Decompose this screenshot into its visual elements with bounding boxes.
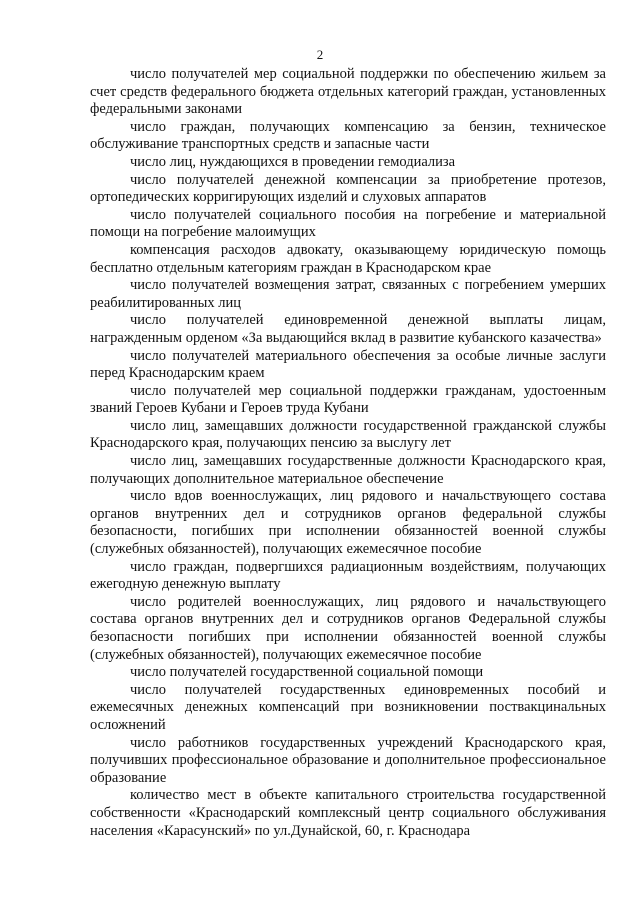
paragraph: число получателей мер социальной поддержки гражданам, удостоенным званий Героев Кубани и Героев труда Кубани (90, 382, 606, 417)
page-number: 2 (316, 47, 324, 62)
document-body (90, 66, 606, 840)
paragraph: число получателей денежной компенсации за приобретение протезов, ортопедических корригирующих изделий и слуховых аппаратов (90, 171, 606, 206)
paragraph: число лиц, нуждающихся в проведении гемодиализа (130, 153, 456, 170)
paragraph: компенсация расходов адвокату, оказывающему юридическую помощь бесплатно отдельным категориям граждан в Краснодарском крае (90, 241, 606, 276)
paragraph: число получателей мер социальной поддержки по обеспечению жильем за счет средств федерального бюджета отдельных категорий граждан, установленных федеральными законами (90, 66, 606, 118)
paragraph: число получателей государственной социальной помощи (130, 664, 484, 681)
paragraph: число лиц, замещавших должности государственной гражданской службы Краснодарского края, получающих пенсию за выслугу лет (90, 417, 606, 452)
paragraph: число получателей материального обеспечения за особые личные заслуги перед Краснодарским краем (90, 347, 606, 382)
paragraph: число лиц, замещавших государственные должности Краснодарского края, получающих дополнительное материальное обеспечение (90, 453, 606, 487)
paragraph: число получателей социального пособия на погребение и материальной помощи на погребение малоимущих (90, 206, 606, 241)
paragraph: число граждан, получающих компенсацию за бензин, техническое обслуживание транспортных средств и запасные части (90, 118, 606, 153)
paragraph: число получателей возмещения затрат, связанных с погребением умерших реабилитированных лиц (90, 277, 606, 311)
paragraph: количество мест в объекте капитального строительства государственной собственности «Краснодарский комплексный центр социального обслуживания населения «Карасунский» по ул.Дунайской, 60, г. Краснодара (90, 787, 606, 839)
paragraph: число граждан, подвергшихся радиационным воздействиям, получающих ежегодную денежную выплату (90, 558, 606, 593)
paragraph: число получателей государственных единовременных пособий и ежемесячных денежных компенсаций при возникновении поствакцинальных осложнений (90, 681, 606, 733)
paragraph: число вдов военнослужащих, лиц рядового и начальствующего состава органов внутренних дел и сотрудников органов федеральной службы безопасности, погибших при исполнении обязанностей военной службы (служебных обязанностей), получающих ежемесячное пособие (90, 488, 606, 558)
paragraph: число работников государственных учреждений Краснодарского края, получивших профессиональное образование и дополнительное профессиональное образование (90, 734, 606, 786)
paragraph: число родителей военнослужащих, лиц рядового и начальствующего состава органов внутренних дел и сотрудников органов Федеральной службы безопасности погибших при исполнении обязанностей военной службы (служебных обязанностей), получающих ежемесячное пособие (90, 593, 606, 663)
paragraph: число получателей единовременной денежной выплаты лицам, награжденным орденом «За выдающийся вклад в развитие кубанского казачества» (90, 312, 606, 346)
